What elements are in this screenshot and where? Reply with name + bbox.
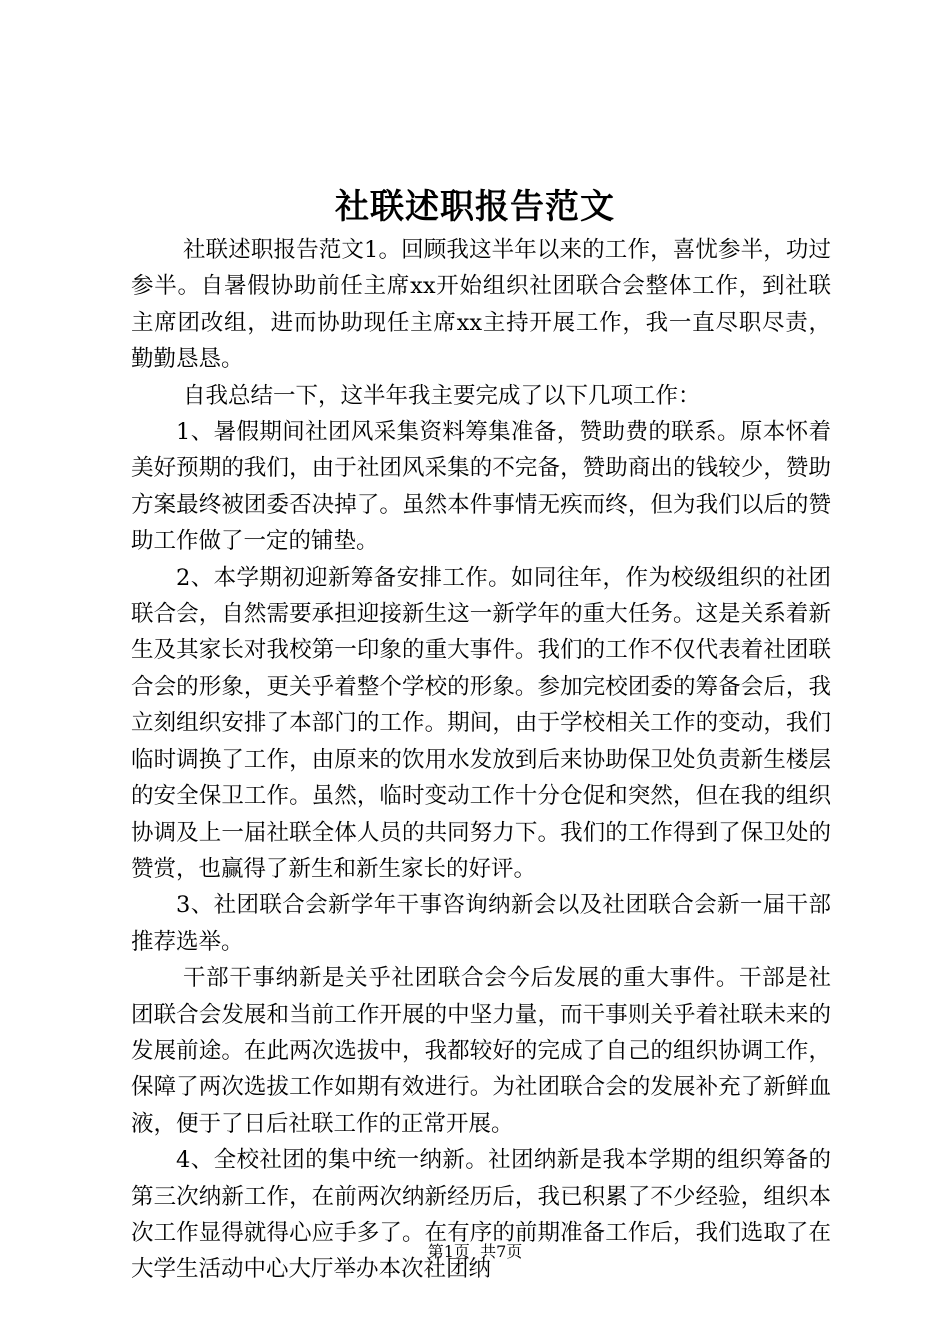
paragraph-item-1: 1、暑假期间社团风采集资料筹集准备，赞助费的联系。原本怀着美好预期的我们，由于社团风采集的不完备，赞助商出的钱较少，赞助方案最终被团委否决掉了。虽然本件事情无疾而终，但为我们以后的赞助工作做了一定的铺垫。: [131, 419, 831, 555]
document-title: 社联述职报告范文: [335, 187, 615, 227]
page-total: 共7页: [480, 1242, 523, 1261]
paragraph-item-4: 4、全校社团的集中统一纳新。社团纳新是我本学期的组织筹备的第三次纳新工作，在前两次纳新经历后，我已积累了不少经验，组织本次工作显得就得心应手多了。在有序的前期准备工作后，我们选取了在大学生活动中心大厅举办本次社团纳: [131, 1147, 831, 1283]
paragraph-intro: 社联述职报告范文1。回顾我这半年以来的工作，喜忧参半，功过参半。自暑假协助前任主席xx开始组织社团联合会整体工作，到社联主席团改组，进而协助现任主席xx主持开展工作，我一直尽职尽责，勤勤恳恳。: [131, 237, 831, 373]
paragraph-summary: 自我总结一下，这半年我主要完成了以下几项工作：: [183, 382, 701, 409]
paragraph-item-3-detail: 干部干事纳新是关乎社团联合会今后发展的重大事件。干部是社团联合会发展和当前工作开展的中坚力量，而干事则关乎着社联未来的发展前途。在此两次选拔中，我都较好的完成了自己的组织协调工作，保障了两次选拔工作如期有效进行。为社团联合会的发展补充了新鲜血液，便于了日后社联工作的正常开展。: [131, 965, 831, 1137]
paragraph-item-2: 2、本学期初迎新筹备安排工作。如同往年，作为校级组织的社团联合会，自然需要承担迎接新生这一新学年的重大任务。这是关系着新生及其家长对我校第一印象的重大事件。我们的工作不仅代表着社团联合会的形象，更关乎着整个学校的形象。参加完校团委的筹备会后，我立刻组织安排了本部门的工作。期间，由于学校相关工作的变动，我们临时调换了工作，由原来的饮用水发放到后来协助保卫处负责新生楼层的安全保卫工作。虽然，临时变动工作十分仓促和突然，但在我的组织协调及上一届社联全体人员的共同努力下。我们的工作得到了保卫处的赞赏，也赢得了新生和新生家长的好评。: [131, 564, 831, 882]
document-body: [131, 232, 831, 1288]
page-number: 第1页: [427, 1242, 470, 1261]
paragraph-item-3: 3、社团联合会新学年干事咨询纳新会以及社团联合会新一届干部推荐选举。: [131, 892, 831, 955]
page-footer: [0, 1240, 950, 1264]
